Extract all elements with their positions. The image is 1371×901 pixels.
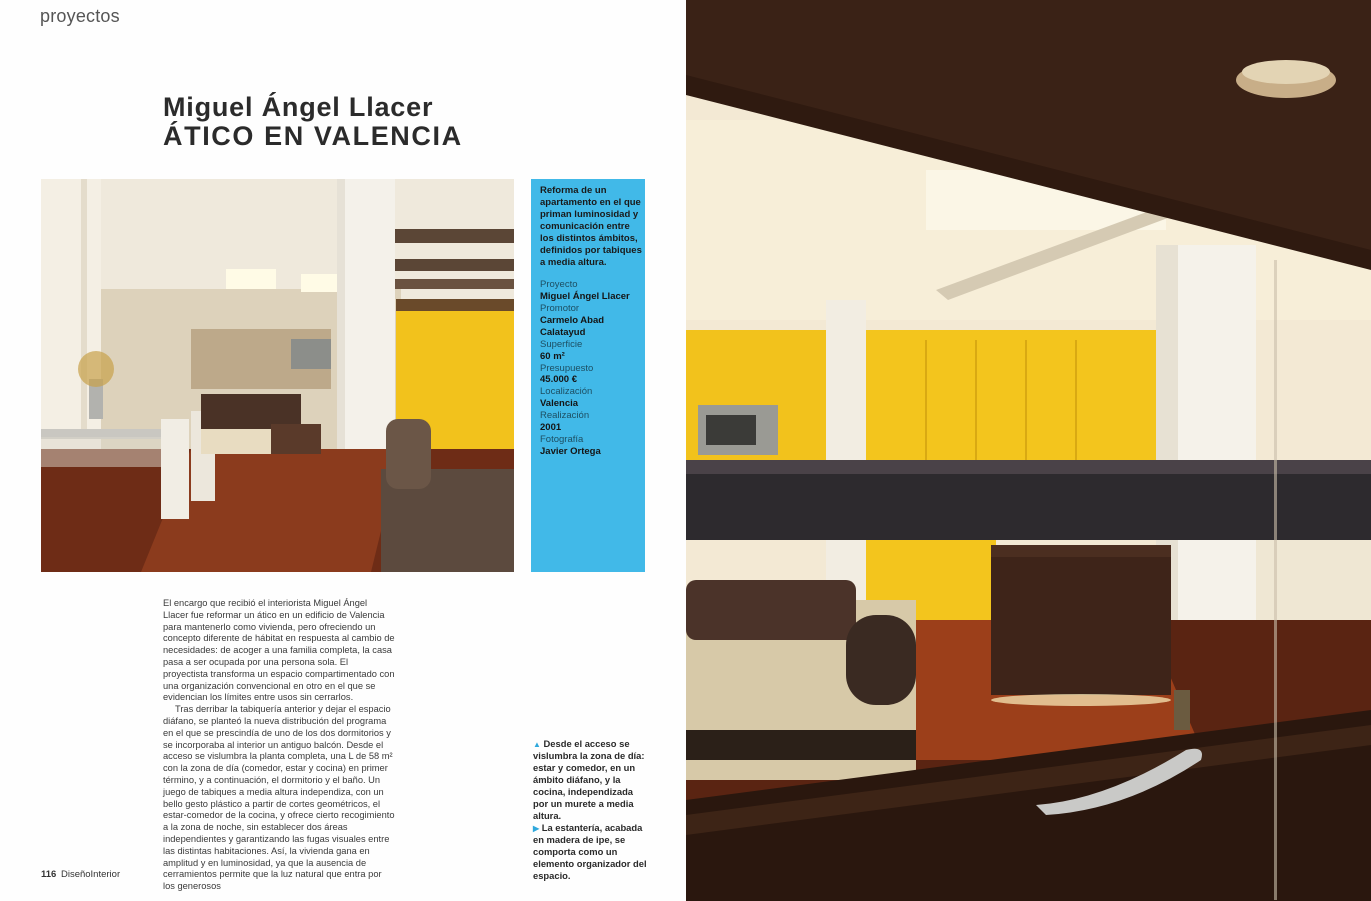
info-item bbox=[540, 386, 645, 410]
info-label-fotografia: Fotografía bbox=[540, 433, 584, 445]
info-value-localizacion: Valencia bbox=[540, 398, 579, 410]
info-item bbox=[540, 434, 645, 458]
article-paragraph: Tras derribar la tabiquería anterior y dejar el espacio diáfano, se planteó la nueva distribución del programa en el que se prescindía de uno de los dos dormitorios y se incorporaba al interior un antiguo balcón. Desde el acceso se vislumbra la planta completa, una L de 58 m² con la zona de día (comedor, estar y cocina) en primer término, y a continuación, el dormitorio y el baño. Un juego de tabiques a media altura independiza, con un bello gesto plástico a partir de cortes geométricos, el estar-comedor de la cocina, y ofrece cierto recogimiento a la zona de noche, sin establecer dos áreas independientes y garantizando las fugas visuales entre las distintas habitaciones. Así, la vivienda gana en amplitud y en luminosidad, ya que la ausencia de cerramientos permite que la luz natural que entra por los generosos bbox=[163, 704, 395, 892]
info-lead: Reforma de un apartamento en el que priman luminosidad y comunicación entre los distintos ámbitos, definidos por tabiques a media altura. bbox=[540, 185, 642, 269]
info-value-superficie: 60 m² bbox=[540, 350, 565, 362]
photo-caption bbox=[533, 738, 647, 882]
info-value-proyecto: Miguel Ángel Llacer bbox=[540, 291, 630, 303]
info-label-promotor: Promotor bbox=[540, 303, 580, 315]
info-value-promotor: Carmelo Abad Calatayud bbox=[540, 315, 605, 338]
headline-author: Miguel Ángel Llacer bbox=[163, 92, 434, 122]
info-label-realizacion: Realización bbox=[540, 410, 590, 422]
article-paragraph: El encargo que recibió el interiorista Miguel Ángel Llacer fue reformar un ático en un edificio de Valencia para mantenerlo como vivienda, pero ofreciendo un concepto diferente de hábitat en respuesta al cambio de necesidades: de acoger a una familia completa, la casa pasa a ser ocupada por una persona sola. El proyectista transforma un espacio compartimentado con una organización convencional en otro en el que se evidencian los límites entre usos sin cerrarlos. bbox=[163, 598, 395, 703]
page-footer bbox=[41, 869, 120, 880]
info-value-fotografia: Javier Ortega bbox=[540, 445, 601, 457]
living-room-photo bbox=[41, 179, 514, 572]
info-value-realizacion: 2001 bbox=[540, 421, 562, 433]
caption-right-triangle-icon: ▶ bbox=[533, 823, 540, 833]
info-label-superficie: Superficie bbox=[540, 338, 583, 350]
info-item bbox=[540, 303, 645, 339]
headline-title: ÁTICO EN VALENCIA bbox=[163, 121, 463, 152]
shelving-photo bbox=[686, 0, 1371, 901]
info-item bbox=[540, 363, 645, 387]
info-label-localizacion: Localización bbox=[540, 386, 593, 398]
project-info-box bbox=[531, 179, 645, 572]
info-item bbox=[540, 410, 645, 434]
info-value-presupuesto: 45.000 € bbox=[540, 374, 577, 386]
magazine-name: DiseñoInterior bbox=[60, 869, 121, 880]
caption-item bbox=[533, 738, 647, 822]
page-number: 116 bbox=[41, 869, 57, 880]
caption-item bbox=[533, 822, 647, 882]
caption-text: La estantería, acabada en madera de ipe, se comporta como un elemento organizador del espacio. bbox=[533, 821, 647, 881]
info-label-presupuesto: Presupuesto bbox=[540, 362, 594, 374]
article-body bbox=[163, 598, 395, 893]
info-label-proyecto: Proyecto bbox=[540, 279, 578, 291]
caption-text: Desde el acceso se vislumbra la zona de día: estar y comedor, en un ámbito diáfano, y la cocina, independizada por un murete a media altura. bbox=[533, 738, 645, 821]
headline bbox=[163, 93, 463, 151]
info-item bbox=[540, 279, 645, 303]
section-tag: proyectos bbox=[40, 6, 120, 26]
caption-up-triangle-icon: ▲ bbox=[533, 740, 541, 749]
info-item bbox=[540, 339, 645, 363]
